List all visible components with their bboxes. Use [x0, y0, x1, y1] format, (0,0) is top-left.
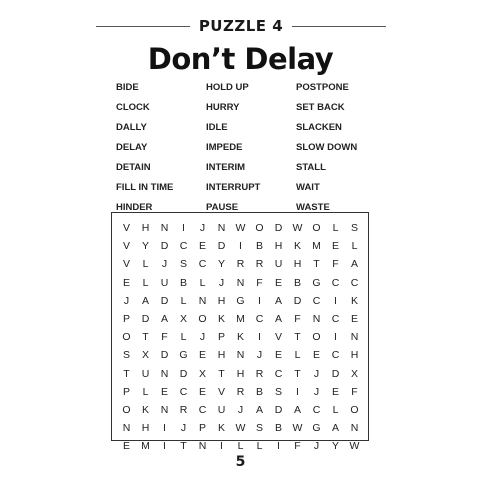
grid-letter[interactable]: T	[294, 367, 301, 380]
word-item: DETAIN	[116, 162, 151, 173]
grid-letter[interactable]: T	[218, 367, 225, 380]
grid-letter[interactable]: M	[312, 240, 321, 253]
grid-letter[interactable]: T	[294, 331, 301, 344]
word-item: SLACKEN	[296, 122, 342, 133]
grid-letter[interactable]: B	[179, 276, 187, 289]
grid-letter[interactable]: C	[198, 258, 207, 271]
grid-letter[interactable]: J	[199, 222, 206, 234]
grid-letter[interactable]: T	[123, 367, 130, 380]
word-item: SET BACK	[296, 102, 345, 113]
word-item: PAUSE	[206, 202, 239, 213]
grid-letter[interactable]: M	[141, 440, 150, 453]
word-item: SLOW DOWN	[296, 142, 358, 153]
grid-letter[interactable]: E	[122, 276, 130, 289]
grid-letter[interactable]: I	[258, 294, 261, 307]
grid-letter[interactable]: D	[179, 367, 188, 380]
grid-letter[interactable]: B	[255, 385, 263, 398]
grid-letter[interactable]: K	[141, 403, 149, 416]
grid-letter[interactable]: R	[236, 258, 245, 271]
word-item: IDLE	[206, 122, 228, 133]
grid-letter[interactable]: L	[180, 294, 187, 307]
grid-letter[interactable]: T	[313, 258, 320, 271]
word-item: DALLY	[116, 122, 147, 133]
puzzle-label: PUZZLE 4	[198, 17, 284, 35]
grid-letter[interactable]: A	[255, 403, 263, 416]
grid-letter[interactable]: A	[331, 422, 339, 435]
page-number: 5	[235, 454, 246, 470]
word-item: STALL	[296, 162, 326, 173]
grid-letter[interactable]: H	[141, 422, 150, 435]
grid-letter[interactable]: W	[349, 440, 360, 453]
grid-letter[interactable]: A	[274, 294, 282, 307]
grid-letter[interactable]: W	[292, 422, 303, 435]
grid-letter[interactable]: I	[334, 294, 337, 307]
grid-letter[interactable]: U	[160, 276, 169, 289]
grid-letter[interactable]: R	[236, 385, 245, 398]
word-search-grid-frame	[111, 212, 369, 453]
grid-letter[interactable]: K	[293, 240, 301, 253]
grid-letter[interactable]: K	[217, 312, 225, 325]
grid-letter[interactable]: A	[274, 312, 282, 325]
grid-letter[interactable]: D	[293, 294, 302, 307]
grid-letter[interactable]: P	[122, 385, 130, 398]
grid-letter[interactable]: E	[312, 349, 320, 362]
grid-letter[interactable]: N	[236, 276, 245, 289]
grid-letter[interactable]: R	[179, 403, 188, 416]
grid-letter[interactable]: G	[236, 294, 245, 307]
grid-letter[interactable]: C	[350, 276, 359, 289]
word-list-column-1	[116, 78, 173, 218]
grid-letter[interactable]: G	[312, 276, 321, 289]
grid-letter[interactable]: L	[256, 440, 263, 453]
grid-letter[interactable]: N	[312, 312, 321, 325]
grid-letter[interactable]: I	[239, 240, 242, 253]
grid-letter[interactable]: D	[331, 367, 340, 380]
grid-letter[interactable]: I	[296, 385, 299, 398]
grid-letter[interactable]: D	[274, 403, 283, 416]
grid-letter[interactable]: N	[160, 367, 169, 380]
word-item: CLOCK	[116, 102, 150, 113]
grid-letter[interactable]: S	[179, 258, 187, 271]
grid-letter[interactable]: F	[332, 258, 339, 271]
grid-letter[interactable]: N	[160, 222, 169, 234]
grid-letter[interactable]: I	[277, 440, 280, 453]
grid-letter[interactable]: H	[236, 367, 245, 380]
word-item: POSTPONE	[296, 82, 349, 93]
grid-letter[interactable]: I	[182, 222, 185, 234]
header-rule-right	[292, 26, 386, 27]
word-item: HINDER	[116, 202, 153, 213]
grid-letter[interactable]: F	[294, 312, 301, 325]
word-search-grid	[117, 219, 364, 455]
grid-letter[interactable]: F	[256, 276, 263, 289]
word-list-column-3	[296, 78, 357, 218]
grid-letter[interactable]: F	[294, 440, 301, 453]
grid-letter[interactable]: N	[350, 422, 359, 435]
grid-letter[interactable]: E	[198, 240, 206, 253]
grid-letter[interactable]: J	[161, 258, 168, 271]
grid-letter[interactable]: J	[180, 422, 187, 435]
grid-letter[interactable]: D	[141, 312, 150, 325]
grid-letter[interactable]: E	[331, 385, 339, 398]
grid-letter[interactable]: I	[220, 440, 223, 453]
grid-letter[interactable]: I	[163, 422, 166, 435]
grid-letter[interactable]: X	[179, 312, 187, 325]
grid-letter[interactable]: L	[142, 276, 149, 289]
grid-letter[interactable]: A	[160, 312, 168, 325]
grid-letter[interactable]: X	[350, 367, 358, 380]
grid-letter[interactable]: E	[122, 440, 130, 453]
grid-letter[interactable]: G	[179, 349, 188, 362]
header-rule-left	[96, 26, 190, 27]
grid-letter[interactable]: C	[255, 312, 264, 325]
grid-letter[interactable]: K	[217, 422, 225, 435]
grid-letter[interactable]: S	[274, 385, 282, 398]
grid-letter[interactable]: K	[236, 331, 244, 344]
grid-letter[interactable]: H	[141, 222, 150, 234]
grid-letter[interactable]: L	[199, 276, 206, 289]
word-item: HOLD UP	[206, 82, 249, 93]
grid-letter[interactable]: C	[179, 240, 188, 253]
grid-letter[interactable]: T	[180, 440, 187, 453]
grid-letter[interactable]: N	[198, 440, 207, 453]
grid-letter[interactable]: E	[198, 349, 206, 362]
grid-letter[interactable]: N	[236, 349, 245, 362]
grid-letter[interactable]: Y	[331, 440, 339, 453]
grid-letter[interactable]: S	[350, 222, 358, 234]
word-item: INTERIM	[206, 162, 246, 173]
grid-letter[interactable]: P	[198, 422, 206, 435]
grid-letter[interactable]: G	[312, 422, 321, 435]
grid-letter[interactable]: C	[312, 403, 321, 416]
grid-letter[interactable]: E	[274, 276, 282, 289]
grid-letter[interactable]: N	[160, 403, 169, 416]
grid-letter[interactable]: V	[217, 385, 225, 398]
word-item: BIDE	[116, 82, 139, 93]
grid-letter[interactable]: R	[255, 258, 264, 271]
grid-letter[interactable]: A	[293, 403, 301, 416]
grid-letter[interactable]: P	[122, 312, 130, 325]
grid-letter[interactable]: C	[331, 312, 340, 325]
grid-letter[interactable]: O	[198, 312, 207, 325]
grid-letter[interactable]: H	[217, 349, 226, 362]
grid-letter[interactable]: R	[255, 367, 264, 380]
grid-letter[interactable]: X	[141, 349, 149, 362]
grid-letter[interactable]: W	[235, 222, 246, 234]
grid-letter[interactable]: E	[274, 349, 282, 362]
grid-letter[interactable]: B	[293, 276, 301, 289]
grid-letter[interactable]: X	[198, 367, 206, 380]
grid-letter[interactable]: N	[217, 222, 226, 234]
word-list-column-2	[206, 78, 260, 218]
grid-letter[interactable]: C	[198, 403, 207, 416]
grid-letter[interactable]: C	[312, 294, 321, 307]
grid-letter[interactable]: F	[351, 385, 358, 398]
grid-letter[interactable]: B	[255, 240, 263, 253]
grid-letter[interactable]: V	[122, 240, 130, 253]
grid-letter[interactable]: H	[274, 240, 283, 253]
grid-letter[interactable]: M	[236, 312, 245, 325]
grid-letter[interactable]: D	[217, 240, 226, 253]
grid-letter[interactable]: L	[294, 349, 301, 362]
grid-letter[interactable]: L	[332, 403, 339, 416]
grid-letter[interactable]: J	[313, 440, 320, 453]
grid-letter[interactable]: O	[255, 222, 264, 234]
grid-letter[interactable]: U	[274, 258, 283, 271]
grid-letter[interactable]: C	[274, 367, 283, 380]
grid-letter[interactable]: W	[235, 422, 246, 435]
grid-letter[interactable]: C	[179, 385, 188, 398]
grid-letter[interactable]: V	[122, 258, 130, 271]
grid-letter[interactable]: D	[160, 294, 169, 307]
grid-letter[interactable]: O	[122, 331, 131, 344]
grid-letter[interactable]: J	[313, 367, 320, 380]
grid-letter[interactable]: L	[142, 258, 149, 271]
grid-letter[interactable]: J	[218, 276, 225, 289]
grid-letter[interactable]: H	[293, 258, 302, 271]
grid-letter[interactable]: N	[198, 294, 207, 307]
puzzle-title: Don’t Delay	[147, 42, 334, 76]
grid-letter[interactable]: E	[160, 385, 168, 398]
word-item: FILL IN TIME	[116, 182, 174, 193]
grid-letter[interactable]: U	[217, 403, 226, 416]
grid-letter[interactable]: L	[180, 331, 187, 344]
grid-letter[interactable]: J	[256, 349, 263, 362]
grid-letter[interactable]: P	[217, 331, 225, 344]
grid-letter[interactable]: E	[331, 240, 339, 253]
grid-letter[interactable]: D	[160, 240, 169, 253]
grid-letter[interactable]: L	[332, 222, 339, 234]
grid-letter[interactable]: F	[161, 331, 168, 344]
grid-letter[interactable]: D	[274, 222, 283, 234]
word-item: DELAY	[116, 142, 148, 153]
grid-letter[interactable]: L	[142, 385, 149, 398]
grid-letter[interactable]: J	[123, 294, 130, 307]
grid-letter[interactable]: E	[350, 312, 358, 325]
grid-letter[interactable]: I	[258, 331, 261, 344]
grid-letter[interactable]: D	[160, 349, 169, 362]
grid-letter[interactable]: V	[122, 222, 130, 234]
grid-letter[interactable]: N	[122, 422, 131, 435]
grid-letter[interactable]: V	[274, 331, 282, 344]
grid-letter[interactable]: L	[237, 440, 244, 453]
grid-letter[interactable]: I	[334, 331, 337, 344]
grid-letter[interactable]: A	[350, 258, 358, 271]
grid-letter[interactable]: B	[274, 422, 282, 435]
grid-letter[interactable]: C	[331, 276, 340, 289]
grid-letter[interactable]: O	[350, 403, 359, 416]
grid-letter[interactable]: L	[351, 240, 358, 253]
word-item: INTERRUPT	[206, 182, 261, 193]
grid-letter[interactable]: U	[141, 367, 150, 380]
grid-letter[interactable]: J	[313, 385, 320, 398]
grid-letter[interactable]: S	[122, 349, 130, 362]
word-item: HURRY	[206, 102, 240, 113]
grid-letter[interactable]: A	[141, 294, 149, 307]
grid-letter[interactable]: O	[122, 403, 131, 416]
grid-letter[interactable]: Y	[141, 240, 149, 253]
word-item: WASTE	[296, 202, 330, 213]
grid-letter[interactable]: J	[237, 403, 244, 416]
word-item: IMPEDE	[206, 142, 243, 153]
grid-letter[interactable]: K	[350, 294, 358, 307]
grid-letter[interactable]: S	[255, 422, 263, 435]
grid-letter[interactable]: T	[142, 331, 149, 344]
puzzle-header	[96, 16, 386, 36]
grid-letter[interactable]: W	[292, 222, 303, 234]
grid-letter[interactable]: C	[331, 349, 340, 362]
grid-letter[interactable]: J	[199, 331, 206, 344]
word-item: WAIT	[296, 182, 320, 193]
grid-letter[interactable]: H	[217, 294, 226, 307]
grid-letter[interactable]: H	[350, 349, 359, 362]
grid-letter[interactable]: I	[163, 440, 166, 453]
grid-letter[interactable]: Y	[217, 258, 225, 271]
grid-letter[interactable]: O	[312, 222, 321, 234]
grid-letter[interactable]: O	[312, 331, 321, 344]
grid-letter[interactable]: E	[198, 385, 206, 398]
grid-letter[interactable]: N	[350, 331, 359, 344]
